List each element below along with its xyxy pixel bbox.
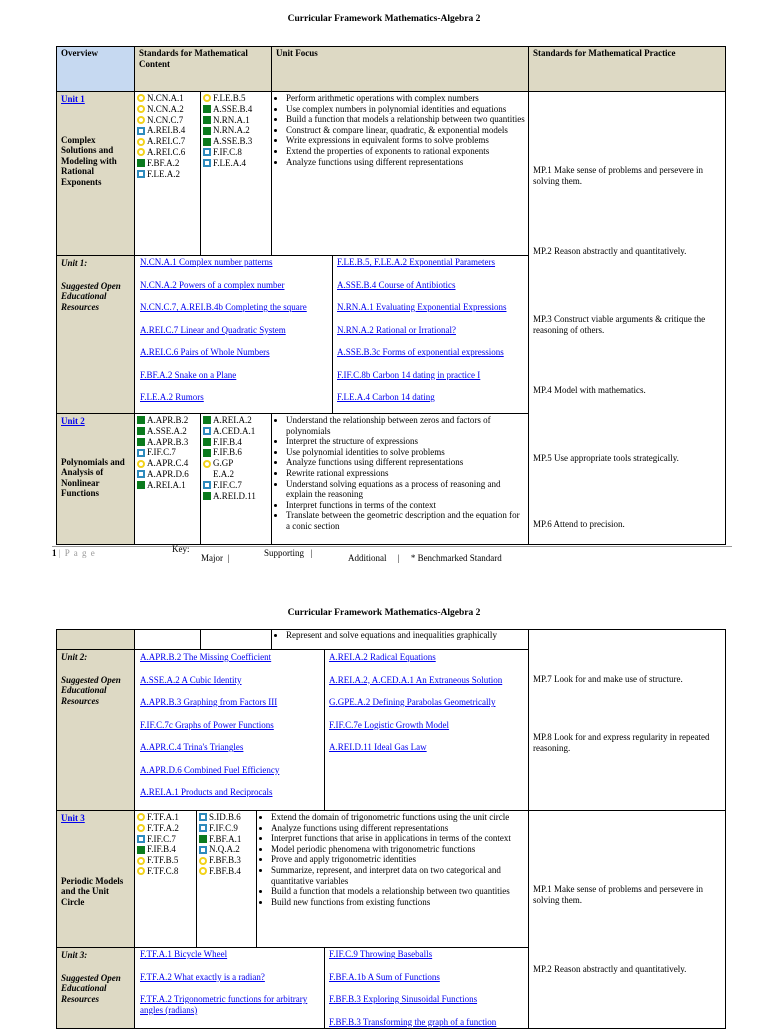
unit3-overview [57,811,135,948]
resource-link[interactable]: A.REI.D.11 Ideal Gas Law [329,742,427,752]
standard-code-label: A.REI.C.6 [147,147,186,158]
supporting-marker-icon [203,148,211,156]
page-num: 1 [52,548,57,558]
unit3-res-heading: Unit 3: [61,950,88,960]
standard-code [137,136,198,147]
unit3-standards-col2 [197,811,257,948]
focus-item: • Understand solving equations as a process of reasoning and explain the reasoning [286,479,525,500]
key-additional [348,553,502,564]
standard-code [199,866,254,877]
standard-code-label: F.IF.C.7 [147,447,176,458]
supporting-marker-icon [203,481,211,489]
standard-code [199,812,254,823]
standard-code-label: F.TF.C.8 [147,866,179,877]
resource-link[interactable]: A.REI.A.2, A.CED.A.1 An Extraneous Solution [329,674,503,685]
standard-code-label: A.REI.B.4 [147,125,186,136]
focus-item: • Perform arithmetic operations with complex numbers [286,93,525,104]
resource-link[interactable]: N.RN.A.2 Rational or Irrational? [337,324,456,335]
unit2-name: Polynomials and Analysis of Nonlinear Functions [61,456,125,499]
focus-item: • Build a function that models a relationship between two quantities [286,114,525,125]
additional-marker-icon [203,94,211,102]
focus-item: • Analyze functions using different representations [286,157,525,168]
resource-link[interactable]: A.APR.C.4 Trina's Triangles [140,742,244,752]
focus-item: • Use polynomial identities to solve problems [286,447,525,458]
supporting-marker-icon [137,470,145,478]
standard-code [203,447,269,458]
additional-marker-icon [137,148,145,156]
resource-link[interactable]: A.SSE.B.4 Course of Antibiotics [337,279,456,290]
standard-code [137,426,198,437]
focus-item: • Understand the relationship between zeros and factors of polynomials [286,415,525,436]
focus-item: • Write expressions in equivalent forms to solve problems [286,135,525,146]
additional-marker-icon [137,824,145,832]
additional-marker-icon [137,857,145,865]
unit3-focus [257,811,529,948]
resource-link[interactable]: F.BF.A.2 Snake on a Plane [140,369,237,380]
standard-code [203,437,269,448]
standard-code-label: A.SSE.B.4 [213,103,253,114]
major-marker-icon [203,492,211,500]
additional-marker-icon [137,105,145,113]
unit2-link[interactable]: Unit 2 [61,416,85,426]
standard-code [137,93,198,104]
resource-link[interactable]: A.REI.C.6 Pairs of Whole Numbers [140,347,270,357]
standard-code [203,158,269,169]
standard-code [203,147,269,158]
resource-link[interactable]: A.REI.A.1 Products and Reciprocals [140,787,273,797]
unit1-standards-col2 [201,92,272,256]
page-word: | P a g e [58,548,96,558]
resource-link[interactable]: F.BF.B.3 Transforming the graph of a function [329,1016,497,1027]
resource-link[interactable]: F.BF.A.1b A Sum of Functions [329,971,440,982]
major-marker-icon [203,449,211,457]
focus-item: • Rewrite rational expressions [286,468,525,479]
standard-code [203,491,269,502]
practice-mp6: MP.6 Attend to precision. [533,519,625,529]
page2-title: Curricular Framework Mathematics-Algebra 2 [287,608,481,618]
resource-link[interactable]: N.CN.A.2 Powers of a complex number [140,279,285,290]
standard-code-label: N.CN.A.2 [147,103,184,114]
cont-standards-col1 [135,630,201,650]
unit2-resources-right [325,650,529,811]
standard-code-label: A.CED.A.1 [213,425,256,436]
standard-code [203,469,269,480]
cont-focus [272,630,529,650]
standard-code-label: S.ID.B.6 [209,812,241,823]
focus-item: • Analyze functions using different representations [271,823,525,834]
unit1-res-label: Suggested Open Educational Resources [61,280,121,312]
focus-item: • Interpret the structure of expressions [286,436,525,447]
standard-code-label: A.REI.D.11 [213,490,256,501]
major-marker-icon [137,846,145,854]
standard-code [137,834,194,845]
resource-link[interactable]: N.RN.A.1 Evaluating Exponential Expressions [337,302,507,312]
focus-item: • Interpret functions that arise in applications in terms of the context [271,833,525,844]
standard-code-label: F.BF.A.2 [147,157,180,168]
standard-code-label: F.BF.B.3 [209,855,241,866]
major-marker-icon [137,481,145,489]
standard-code [199,823,254,834]
footer-rule [52,546,732,547]
standard-code-label: F.IF.C.7 [147,833,176,844]
resource-link[interactable]: A.SSE.A.2 A Cubic Identity [140,674,242,685]
practice-mp8: MP.8 Look for and express regularity in repeated reasoning. [533,732,710,753]
unit1-resources-right [333,256,529,414]
supporting-marker-icon [137,835,145,843]
resource-link[interactable]: F.IF.C.7e Logistic Growth Model [329,719,450,730]
unit1-resources-label [57,256,135,414]
standard-code-label: F.IF.B.4 [213,436,242,447]
additional-marker-icon [137,138,145,146]
standard-code-label: A.APR.C.4 [147,458,189,469]
practice-mp4: MP.4 Model with mathematics. [533,385,646,395]
standard-code [203,115,269,126]
resource-link[interactable]: A.REI.C.7 Linear and Quadratic System [140,324,286,335]
standard-code-label: G.GP [213,458,234,469]
resource-link[interactable]: A.APR.B.3 Graphing from Factors III [140,697,278,707]
resource-link[interactable]: N.CN.A.1 Complex number patterns [140,257,273,267]
standard-code [137,415,198,426]
resource-link[interactable]: N.CN.C.7, A.REI.B.4b Completing the square [140,302,307,312]
resource-link[interactable]: F.BF.B.3 Exploring Sinusoidal Functions [329,994,478,1004]
unit2-resources-label [57,650,135,811]
unit3-resources-right [325,948,529,1028]
practice-mp5: MP.5 Use appropriate tools strategically. [533,453,679,463]
additional-marker-icon [137,460,145,468]
focus-item: • Translate between the geometric description and the equation for a conic section [286,510,525,531]
resource-link[interactable]: F.LE.B.5, F.LE.A.2 Exponential Parameters [337,257,496,267]
standard-code [203,415,269,426]
unit2-overview [57,414,135,544]
cont-standards-col2 [201,630,272,650]
unit2-standards-col2 [201,414,272,544]
additional-marker-icon [199,857,207,865]
focus-item: • Interpret functions in terms of the context [286,500,525,511]
resource-link[interactable]: A.REI.A.2 Radical Equations [329,652,436,662]
cont-focus-item: • Represent and solve equations and inequalities graphically [286,630,525,641]
standard-code [199,834,254,845]
standard-code [203,93,269,104]
unit2-standards-col1 [135,414,201,544]
standard-code [199,855,254,866]
major-marker-icon [203,105,211,113]
standard-code-label: A.REI.A.2 [213,415,252,426]
supporting-marker-icon [203,427,211,435]
focus-item: • Extend the properties of exponents to rational exponents [286,146,525,157]
cont-overview [57,630,135,650]
standard-code-label: A.SSE.B.3 [213,136,253,147]
standard-code-label: F.TF.B.5 [147,855,179,866]
unit1-resources-left [135,256,333,414]
key-additional-label: Additional [348,553,387,563]
resource-link[interactable]: F.IF.C.8b Carbon 14 dating in practice I [337,369,481,380]
resource-link[interactable]: G.GPE.A.2 Defining Parabolas Geometrically [329,697,496,707]
standard-code-label: F.LE.A.2 [147,168,181,179]
standard-code [137,866,194,877]
focus-item: • Construct & compare linear, quadratic, & exponential models [286,125,525,136]
standard-code-label: F.BF.B.4 [209,866,241,877]
standard-code-label: N.CN.C.7 [147,114,184,125]
page-title: Curricular Framework Mathematics-Algebra 2 [287,14,481,24]
practice-mp7: MP.7 Look for and make use of structure. [533,674,683,684]
key-benchmark: * Benchmarked Standard [410,553,502,563]
standard-code-label: F.IF.C.7 [213,479,242,490]
standard-code-label: A.REI.C.7 [147,136,186,147]
standard-code [137,844,194,855]
resource-link[interactable]: A.SSE.B.3c Forms of exponential expressions [337,347,504,357]
unit1-focus [272,92,529,256]
resource-link[interactable]: F.LE.A.2 Rumors [140,392,204,402]
standard-code-label: N.RN.A.2 [213,125,250,136]
standard-code [137,823,194,834]
standard-code-label: F.LE.B.5 [213,93,246,104]
standard-code-label: N.Q.A.2 [209,844,240,855]
standard-code [137,115,198,126]
resource-link[interactable]: F.TF.A.2 Trigonometric functions for arbitrary angles (radians) [140,994,308,1015]
unit1-link[interactable]: Unit 1 [61,94,85,104]
standard-code [137,169,198,180]
standard-code-label: F.BF.A.1 [209,833,242,844]
standard-code [137,125,198,136]
unit3-name: Periodic Models and the Unit Circle [61,875,124,907]
key-sep-1: | [227,553,230,563]
standard-code [203,104,269,115]
practice-mp2-b: MP.2 Reason abstractly and quantitatively. [533,964,687,974]
key-supporting-label: Supporting [264,548,305,558]
standard-code [137,469,198,480]
standard-code-label: N.CN.A.1 [147,93,184,104]
focus-item: • Analyze functions using different representations [286,457,525,468]
supporting-marker-icon [199,846,207,854]
focus-item: • Prove and apply trigonometric identities [271,854,525,865]
supporting-marker-icon [199,824,207,832]
unit3-link[interactable]: Unit 3 [61,813,85,823]
standard-code [137,855,194,866]
unit3-res-label: Suggested Open Educational Resources [61,972,121,1004]
focus-item: • Model periodic phenomena with trigonometric functions [271,844,525,855]
additional-marker-icon [137,116,145,124]
standard-code [203,136,269,147]
standard-code [137,812,194,823]
unit1-name: Complex Solutions and Modeling with Rational Exponents [61,134,117,188]
resource-link[interactable]: A.APR.B.2 The Missing Coefficient [140,652,272,662]
header-overview: Overview [57,47,135,92]
supporting-marker-icon [137,170,145,178]
major-marker-icon [203,127,211,135]
key-supporting [264,548,313,559]
key-sep-2: | [310,548,313,558]
header-practice: Standards for Mathematical Practice [529,47,725,92]
resource-link[interactable]: F.TF.A.2 What exactly is a radian? [140,971,265,982]
standard-code-label: F.IF.B.4 [147,844,176,855]
standard-code-label: F.TF.A.1 [147,812,179,823]
standard-code [137,158,198,169]
standard-code [137,480,198,491]
standard-code-label: F.IF.B.6 [213,447,242,458]
practice-mp1: MP.1 Make sense of problems and persevere in solving them. [533,165,703,186]
standard-code [203,426,269,437]
page-number [52,548,96,559]
unit1-standards-col1 [135,92,201,256]
unit1-res-heading: Unit 1: [61,258,88,268]
practice-divider [529,810,726,811]
unit2-res-label: Suggested Open Educational Resources [61,674,121,706]
supporting-marker-icon [137,449,145,457]
additional-marker-icon [137,94,145,102]
unit3-standards-col1 [135,811,197,948]
focus-item: • Use complex numbers in polynomial identities and equations [286,104,525,115]
standard-code-label: F.LE.A.4 [213,157,247,168]
major-marker-icon [199,835,207,843]
standard-code [137,437,198,448]
header-unit-focus: Unit Focus [272,47,529,92]
practice-mp3: MP.3 Construct viable arguments & critique the reasoning of others. [533,314,706,335]
major-marker-icon [137,159,145,167]
unit2-resources-left [135,650,325,811]
major-marker-icon [203,438,211,446]
additional-marker-icon [203,460,211,468]
additional-marker-icon [137,813,145,821]
resource-link[interactable]: F.TF.A.1 Bicycle Wheel [140,949,228,959]
additional-marker-icon [137,867,145,875]
standard-code [137,458,198,469]
supporting-marker-icon [203,159,211,167]
key-sep-3: | [397,553,400,563]
standard-code [203,480,269,491]
unit3-resources-label [57,948,135,1028]
major-marker-icon [203,416,211,424]
major-marker-icon [137,427,145,435]
key-major-label: Major [201,553,223,563]
standard-code-label: A.APR.D.6 [147,469,189,480]
additional-marker-icon [199,867,207,875]
key-label: Key: [172,544,190,554]
standard-code-label: A.APR.B.2 [147,415,189,426]
standard-code-label: A.REI.A.1 [147,479,186,490]
unit2-focus [272,414,529,544]
major-marker-icon [137,438,145,446]
unit3-resources-left [135,948,325,1028]
unit1-overview [57,92,135,256]
standard-code-label: F.IF.C.8 [213,147,242,158]
focus-item: • Summarize, represent, and interpret data on two categorical and quantitative variables [271,865,525,886]
focus-item: • Extend the domain of trigonometric functions using the unit circle [271,812,525,823]
focus-item: • Build a function that models a relationship between two quantities [271,886,525,897]
resource-link[interactable]: A.APR.D.6 Combined Fuel Efficiency [140,764,280,775]
practice-mp2: MP.2 Reason abstractly and quantitatively. [533,246,687,256]
focus-item: • Build new functions from existing functions [271,897,525,908]
resource-link[interactable]: F.IF.C.7c Graphs of Power Functions [140,719,274,730]
unit2-res-heading: Unit 2: [61,652,88,662]
header-standards: Standards for Mathematical Content [135,47,272,92]
standard-code [203,458,269,469]
standard-code [199,844,254,855]
standard-code-label: F.TF.A.2 [147,822,179,833]
standard-code-label: F.IF.C.9 [209,822,238,833]
standard-code [203,125,269,136]
standard-code-label: A.APR.B.3 [147,436,189,447]
standard-code [137,104,198,115]
practice-mp1-b: MP.1 Make sense of problems and persevere in solving them. [533,884,703,905]
supporting-marker-icon [137,127,145,135]
standard-code-label: N.RN.A.1 [213,114,250,125]
standard-code-label: A.SSE.A.2 [147,425,187,436]
major-marker-icon [137,416,145,424]
key-major [201,553,229,564]
resource-link[interactable]: F.LE.A.4 Carbon 14 dating [337,392,435,402]
supporting-marker-icon [199,813,207,821]
standard-code-label: E.A.2 [213,469,234,480]
standard-code [137,447,198,458]
resource-link[interactable]: F.IF.C.9 Throwing Baseballs [329,949,433,959]
major-marker-icon [203,138,211,146]
major-marker-icon [203,116,211,124]
standard-code [137,147,198,158]
